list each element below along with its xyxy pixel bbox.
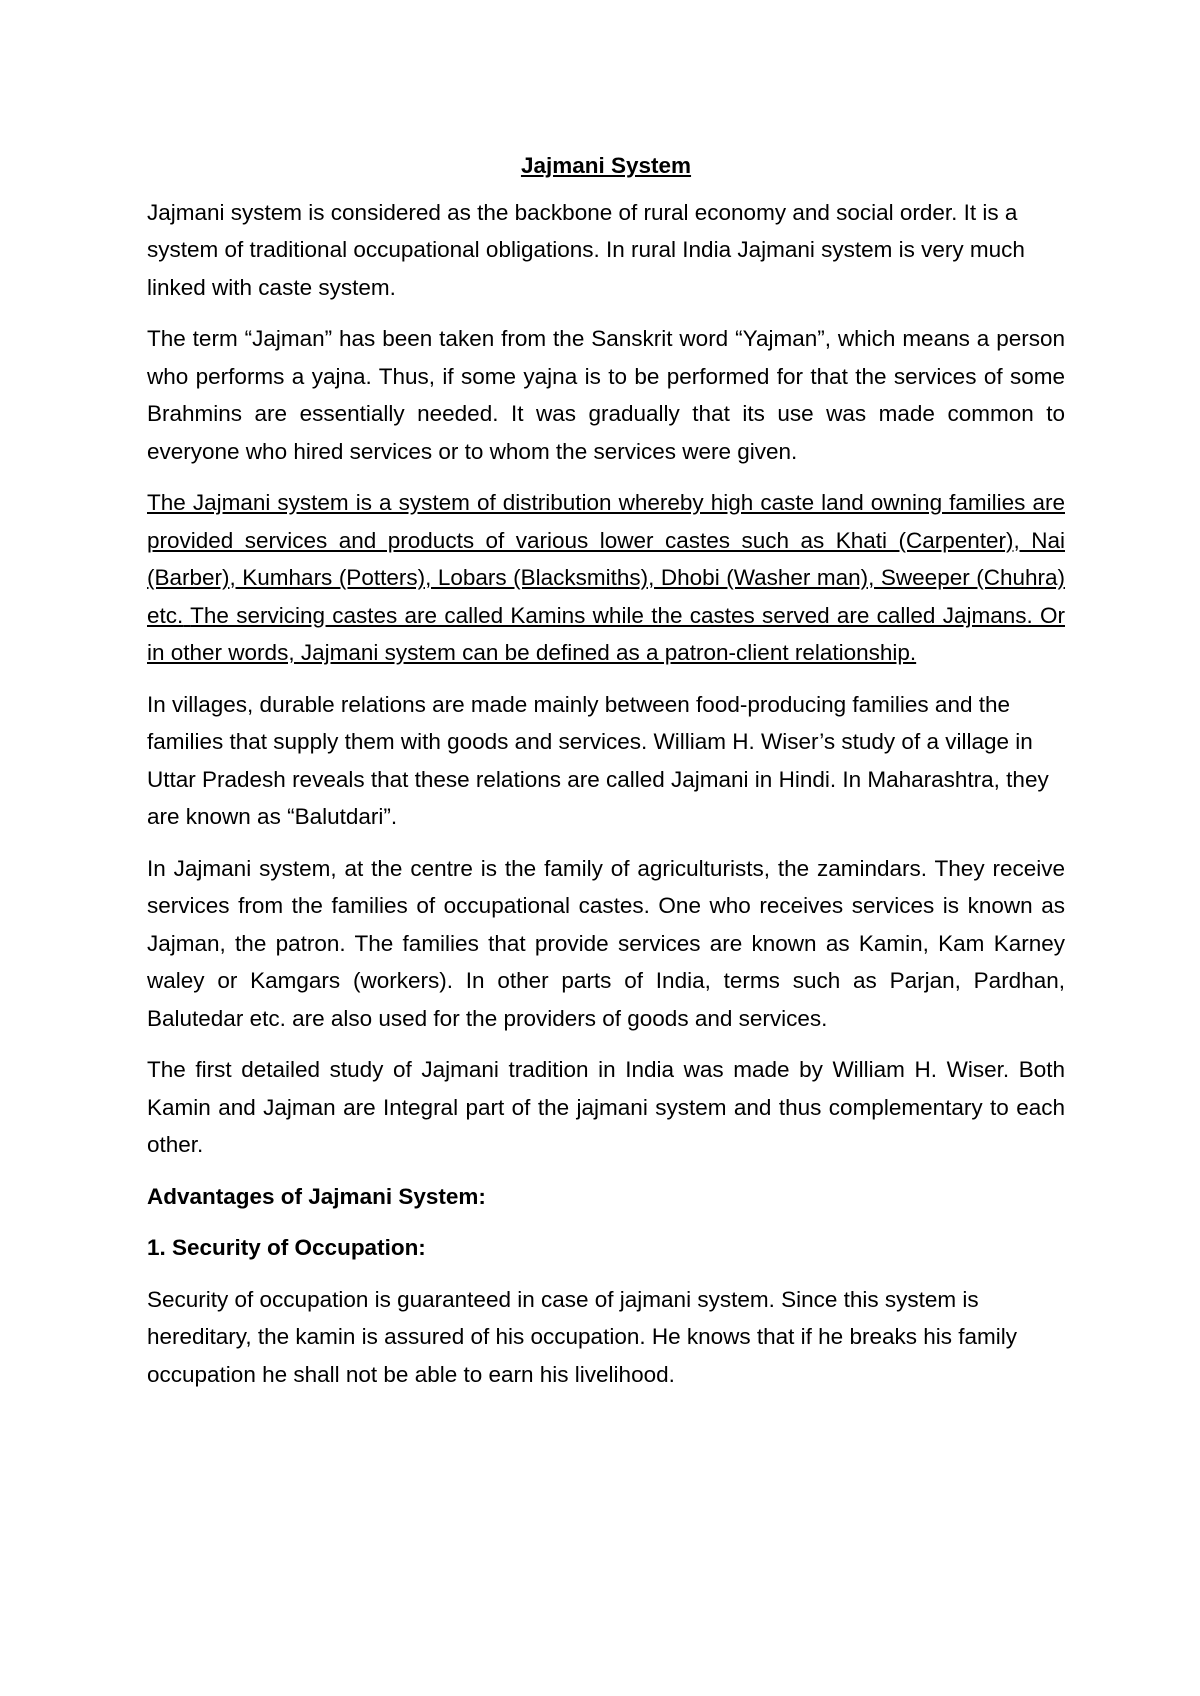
paragraph-security: Security of occupation is guaranteed in case of jajmani system. Since this system is hereditary, the kamin is assured of his occupation. He knows that if he breaks his family occupation he shall not be able to earn his livelihood.: [147, 1286, 1017, 1387]
heading-security-of-occupation: 1. Security of Occupation:: [147, 1235, 426, 1260]
paragraph-first-study: The first detailed study of Jajmani tradition in India was made by William H. Wiser. Both Kamin and Jajman are Integral part of the jajmani system and thus complementary to each other.: [147, 1057, 1065, 1157]
paragraph-definition: [147, 484, 1065, 672]
heading-advantages: Advantages of Jajmani System:: [147, 1183, 486, 1209]
paragraph-villages: In villages, durable relations are made mainly between food-producing families and the families that supply them with goods and services. William H. Wiser’s study of a village in Uttar Pradesh reveals that these relations are called Jajmani in Hindi. In Maharashtra, they are known as “Balutdari”.: [147, 691, 1049, 829]
document-title: Jajmani System: [520, 153, 692, 178]
paragraph-centre: In Jajmani system, at the centre is the family of agriculturists, the zamindars. They receive services from the families of occupational castes. One who receives services is known as Jajman, the patron. The families that provide services are known as Kamin, Kam Karney waley or Kamgars (workers). In other parts of India, terms such as Parjan, Pardhan, Balutedar etc. are also used for the providers of goods and services.: [147, 855, 1065, 1031]
document-body: [147, 147, 1065, 1407]
definition-part-2: The servicing castes are called Kamins while the castes served are called Jajmans. Or in other words, Jajmani system can be defined as a patron-client relationship.: [147, 602, 1065, 665]
definition-part-1: The Jajmani system is a system of distribution whereby high caste land owning families are provided services and products of various lower castes such as Khati (Carpenter), Nai (Barber), Kumhars (Potters), Lobars (Blacksmiths), Dhobi (Washer man), Sweeper (Chuhra) etc.: [147, 490, 1065, 628]
paragraph-term-origin: The term “Jajman” has been taken from the Sanskrit word “Yajman”, which means a person who performs a yajna. Thus, if some yajna is to be performed for that the services of some Brahmins are essentially needed. It was gradually that its use was made common to everyone who hired services or to whom the services were given.: [147, 326, 1065, 464]
paragraph-intro: Jajmani system is considered as the backbone of rural economy and social order. It is a system of traditional occupational obligations. In rural India Jajmani system is very much linked with caste system.: [147, 199, 1025, 300]
